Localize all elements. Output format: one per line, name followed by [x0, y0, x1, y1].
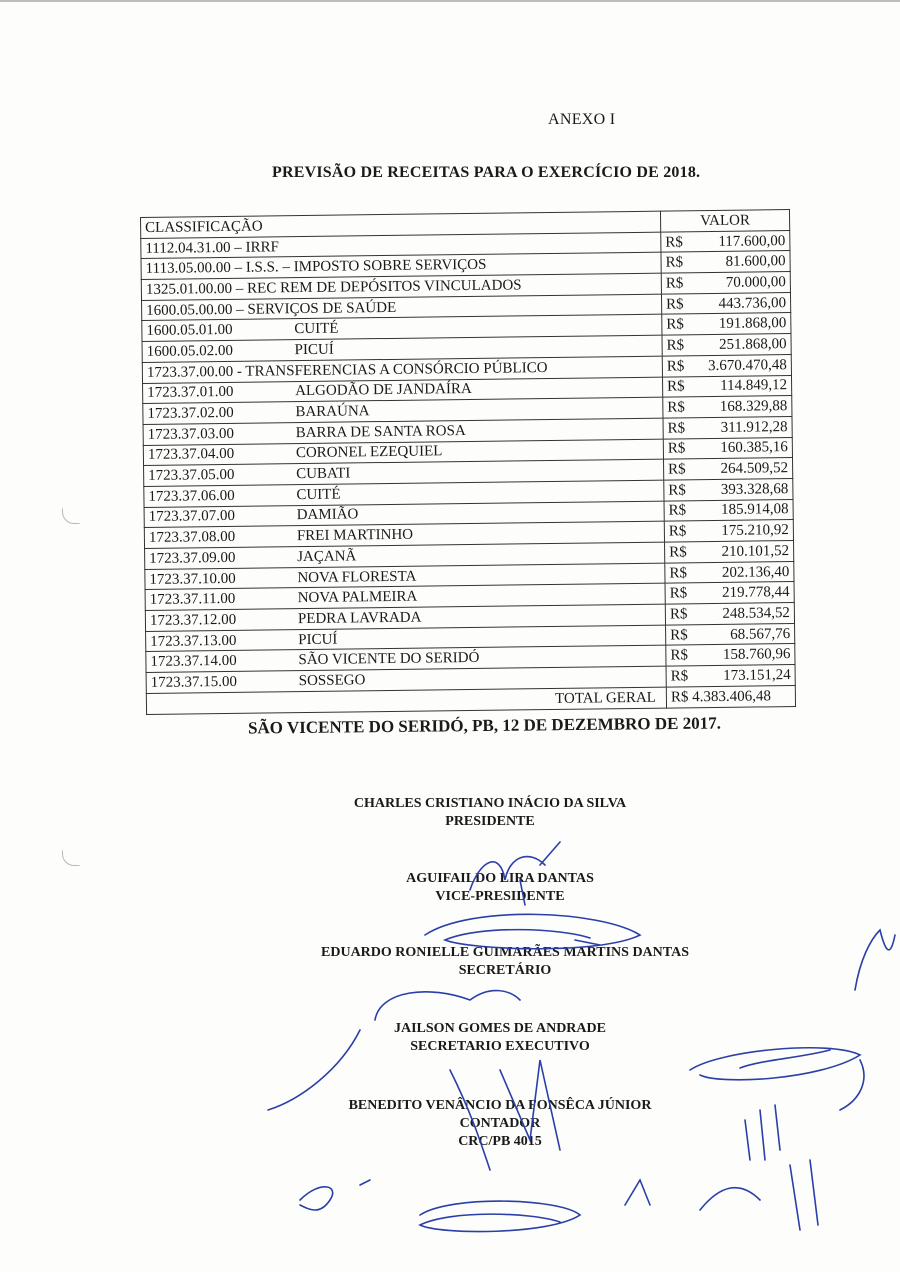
revenue-table	[140, 209, 796, 714]
total-label: TOTAL GERAL	[146, 687, 666, 714]
signatory-role: PRESIDENTE	[445, 814, 535, 829]
row-value-cell	[662, 334, 791, 356]
row-description: JAÇANÃ	[297, 548, 357, 565]
row-value-cell	[666, 623, 795, 645]
row-description: ALGODÃO DE JANDAÍRA	[295, 381, 472, 400]
currency-symbol: R$	[670, 647, 689, 664]
row-code: 1723.37.07.00	[148, 508, 236, 526]
currency-symbol: R$	[666, 337, 685, 354]
currency-symbol: R$	[666, 358, 685, 375]
currency-symbol: R$	[668, 523, 687, 540]
row-value-cell	[661, 292, 790, 314]
header-value: VALOR	[660, 210, 789, 232]
row-code: 1723.37.11.00	[149, 591, 236, 609]
row-code: 1600.05.02.00	[146, 342, 233, 360]
signatory-name: AGUIFAILDO LIRA DANTAS	[406, 871, 594, 886]
row-value: 158.760,96	[722, 646, 791, 664]
row-value: 117.600,00	[718, 232, 786, 250]
row-value: 219.778,44	[722, 584, 790, 602]
row-value-cell	[662, 354, 791, 376]
page-top-edge	[0, 0, 900, 2]
signatory-role: VICE-PRESIDENTE	[435, 889, 565, 904]
row-value-cell	[665, 561, 794, 583]
signatory-registration: CRC/PB 4015	[458, 1134, 542, 1149]
signatory-block	[315, 795, 665, 831]
row-value: 68.567,76	[730, 625, 791, 643]
row-value-cell	[666, 644, 795, 666]
row-value-cell	[661, 272, 790, 294]
signatory-block	[275, 944, 735, 980]
row-description: CORONEL EZEQUIEL	[295, 443, 443, 462]
row-value-cell	[665, 541, 794, 563]
punch-hole-mark	[62, 508, 80, 524]
row-value-cell	[664, 520, 793, 542]
currency-symbol: R$	[668, 502, 687, 520]
row-value-cell	[662, 313, 791, 335]
currency-symbol: R$	[669, 564, 688, 582]
row-value: 168.329,88	[719, 398, 788, 415]
currency-symbol: R$	[666, 295, 684, 313]
currency-symbol: R$	[668, 482, 686, 499]
currency-symbol: R$	[665, 233, 683, 251]
row-code: 1723.37.03.00	[147, 425, 235, 443]
row-value: 251.868,00	[719, 336, 787, 353]
row-value-cell	[666, 665, 795, 687]
row-description: BARRA DE SANTA ROSA	[295, 422, 466, 441]
signatory-role: CONTADOR	[459, 1116, 541, 1131]
currency-symbol: R$	[669, 585, 688, 602]
row-code: 1723.37.12.00	[149, 611, 237, 629]
row-value: 81.600,00	[725, 253, 786, 271]
row-value-cell	[661, 230, 790, 252]
row-description: DAMIÃO	[296, 506, 359, 524]
row-description: PICUÍ	[298, 631, 338, 648]
row-value: 191.868,00	[718, 315, 787, 333]
currency-symbol: R$	[665, 254, 684, 271]
row-description: 1325.01.00.00 – REC REM DE DEPÓSITOS VINCULADOS	[145, 277, 522, 298]
signature-loop-right	[690, 1048, 860, 1080]
signature-initials-bottom	[300, 1180, 370, 1210]
currency-symbol: R$	[667, 399, 685, 416]
row-description: FREI MARTINHO	[296, 526, 414, 545]
row-value: 185.914,08	[721, 501, 789, 519]
signatory-role: SECRETARIO EXECUTIVO	[410, 1039, 590, 1054]
row-description: CUITÉ	[296, 486, 341, 503]
row-description: NOVA PALMEIRA	[297, 588, 418, 607]
place-date: SÃO VICENTE DO SERIDÓ, PB, 12 DE DEZEMBRO DE 2017.	[247, 713, 722, 738]
currency-symbol: R$	[670, 668, 689, 685]
signature-strokes-right	[745, 1105, 818, 1230]
signature-ad	[625, 1180, 760, 1210]
row-value-cell	[665, 603, 794, 625]
signatory-block	[310, 1097, 690, 1151]
row-description: 1723.37.00.00 - TRANSFERENCIAS A CONSÓRCIO PÚBLICO	[146, 359, 548, 381]
row-value-cell	[664, 458, 793, 480]
row-description: 1113.05.00.00 – I.S.S. – IMPOSTO SOBRE SERVIÇOS	[145, 256, 487, 278]
row-description: CUITÉ	[294, 320, 339, 338]
row-description: BARAÚNA	[295, 403, 370, 421]
row-code: 1723.37.08.00	[148, 529, 236, 547]
row-value-cell	[661, 251, 790, 273]
row-code: 1723.37.09.00	[149, 549, 236, 567]
row-value-cell	[662, 375, 791, 397]
row-description: 1112.04.31.00 – IRRF	[145, 238, 279, 257]
row-code: 1723.37.01.00	[147, 384, 234, 402]
signatory-name: JAILSON GOMES DE ANDRADE	[394, 1021, 606, 1036]
signatory-name: CHARLES CRISTIANO INÁCIO DA SILVA	[353, 796, 627, 811]
currency-symbol: R$	[667, 440, 686, 457]
row-value: 160.385,16	[720, 439, 788, 457]
row-description: 1600.05.00.00 – SERVIÇOS DE SAÚDE	[146, 299, 397, 319]
currency-symbol: R$	[669, 544, 687, 561]
currency-symbol: R$	[668, 461, 686, 478]
row-description: PICUÍ	[294, 341, 334, 359]
row-code: 1723.37.15.00	[150, 673, 238, 691]
row-value: 443.736,00	[718, 294, 787, 312]
row-value: 173.151,24	[723, 667, 791, 684]
row-value-cell	[665, 582, 794, 604]
currency-symbol: R$	[667, 420, 686, 437]
row-value: 248.534,52	[722, 604, 790, 622]
row-value: 264.509,52	[720, 460, 789, 478]
row-value: 311.912,28	[720, 418, 788, 436]
row-description: PEDRA LAVRADA	[297, 609, 422, 628]
row-value: 3.670.470,48	[708, 356, 787, 374]
row-value-cell	[663, 416, 792, 438]
total-value: R$ 4.383.406,48	[666, 685, 795, 707]
row-value-cell	[664, 478, 793, 500]
row-description: SÃO VICENTE DO SERIDÓ	[298, 650, 480, 669]
punch-hole-mark	[62, 850, 80, 866]
document-title: PREVISÃO DE RECEITAS PARA O EXERCÍCIO DE 2018.	[272, 164, 701, 181]
row-description: SOSSEGO	[298, 672, 366, 690]
row-value: 70.000,00	[725, 274, 786, 291]
row-value-cell	[663, 437, 792, 459]
row-value-cell	[663, 396, 792, 418]
row-value-cell	[664, 499, 793, 521]
currency-symbol: R$	[670, 626, 688, 644]
currency-symbol: R$	[666, 316, 684, 333]
signatory-block	[360, 1020, 640, 1056]
row-code: 1723.37.06.00	[148, 487, 235, 505]
row-value: 210.101,52	[721, 542, 790, 560]
currency-symbol: R$	[667, 378, 685, 395]
header-classification: CLASSIFICAÇÃO	[141, 211, 661, 238]
currency-symbol: R$	[669, 606, 688, 623]
row-value: 114.849,12	[720, 377, 788, 395]
row-code: 1723.37.05.00	[148, 466, 235, 485]
row-value: 175.210,92	[721, 522, 789, 540]
signatory-role: SECRETÁRIO	[458, 963, 552, 978]
row-code: 1723.37.04.00	[147, 446, 235, 464]
annex-label: ANEXO I	[548, 111, 616, 128]
row-value: 393.328,68	[720, 480, 789, 498]
row-code: 1723.37.13.00	[150, 632, 237, 650]
row-description: NOVA FLORESTA	[297, 568, 417, 586]
signature-bottom-loop	[420, 1201, 580, 1231]
signature-margin-right	[840, 930, 895, 1110]
signatory-name: EDUARDO RONIELLE GUIMARÃES MARTINS DANTAS	[321, 945, 689, 960]
row-code: 1723.37.02.00	[147, 404, 234, 422]
row-value: 202.136,40	[721, 563, 790, 581]
row-code: 1600.05.01.00	[146, 322, 233, 340]
row-code: 1723.37.10.00	[149, 570, 236, 588]
row-code: 1723.37.14.00	[150, 653, 237, 671]
signatory-block	[350, 870, 650, 906]
signatory-name: BENEDITO VENÂNCIO DA FONSÊCA JÚNIOR	[348, 1098, 652, 1113]
row-description: CUBATI	[296, 465, 351, 483]
currency-symbol: R$	[665, 275, 684, 292]
